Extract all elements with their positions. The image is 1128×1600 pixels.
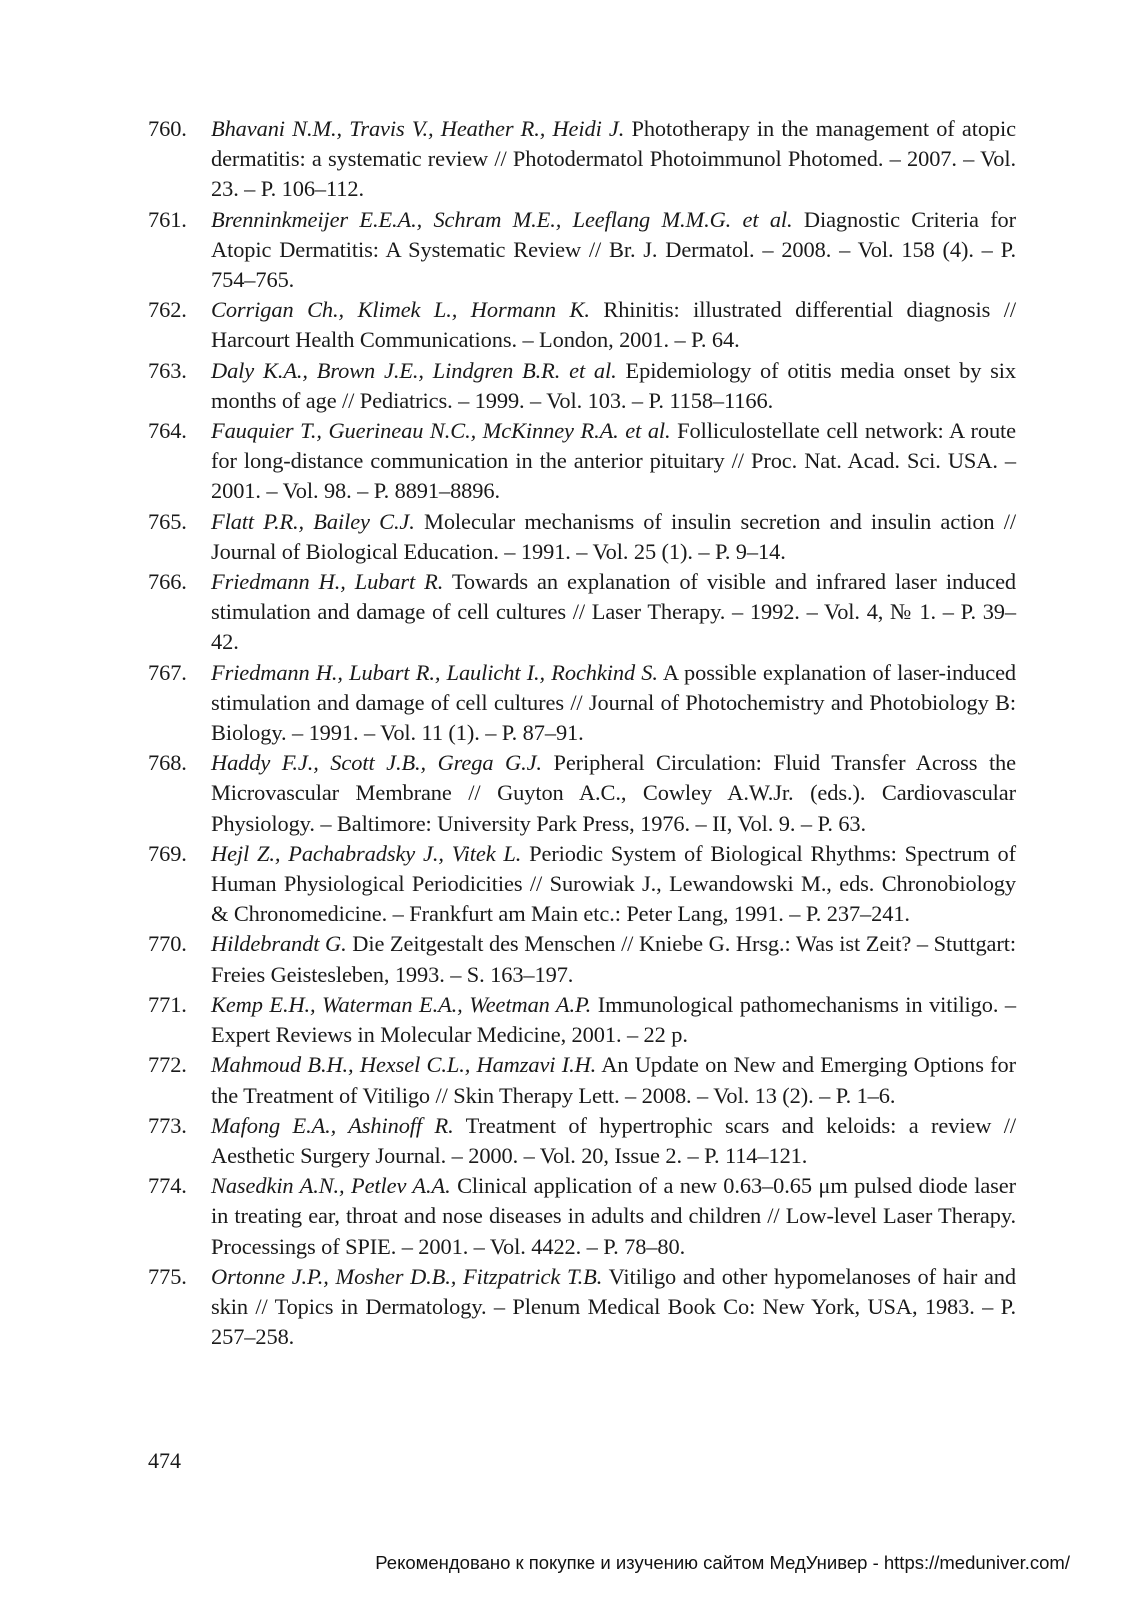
reference-text: Periodic System of Biological Rhythms: Spectrum of Human Physiological Periodicities // Surowiak J., Lewandowski M., eds. Chronobiology & Chronomedicine. – Frankfurt am Main etc.: Peter Lang, 1991. – P. 237–241. — [211, 840, 1016, 927]
reference-number: 769. — [148, 840, 187, 866]
reference-text: Rhinitis: illustrated differential diagnosis // Harcourt Health Communications. – London, 2001. – P. 64. — [211, 297, 1016, 353]
reference-authors: Mahmoud B.H., Hexsel C.L., Hamzavi I.H. — [211, 1052, 597, 1078]
reference-item — [148, 990, 1016, 1050]
reference-text: Treatment of hypertrophic scars and keloids: a review // Aesthetic Surgery Journal. – 2000. – Vol. 20, Issue 2. – P. 114–121. — [211, 1112, 1016, 1168]
reference-text: Vitiligo and other hypomelanoses of hair and skin // Topics in Dermatology. – Plenum Medical Book Co: New York, USA, 1983. – P. 257–258. — [211, 1263, 1016, 1350]
reference-item — [148, 416, 1016, 507]
reference-number: 771. — [148, 991, 187, 1017]
reference-authors: Kemp E.H., Waterman E.A., Weetman A.P. — [211, 991, 592, 1017]
reference-number: 766. — [148, 569, 187, 595]
reference-authors: Bhavani N.M., Travis V., Heather R., Heidi J. — [211, 116, 625, 141]
reference-item — [148, 1111, 1016, 1171]
reference-list — [148, 114, 1016, 1352]
reference-authors: Fauquier T., Guerineau N.C., McKinney R.A. et al. — [211, 418, 671, 444]
reference-item — [148, 295, 1016, 355]
reference-item — [148, 658, 1016, 749]
page-number: 474 — [148, 1448, 181, 1473]
reference-number: 774. — [148, 1173, 187, 1199]
reference-authors: Flatt P.R., Bailey C.J. — [211, 508, 415, 534]
reference-authors: Friedmann H., Lubart R., Laulicht I., Rochkind S. — [211, 659, 658, 685]
reference-number: 767. — [148, 659, 187, 685]
reference-text: An Update on New and Emerging Options for the Treatment of Vitiligo // Skin Therapy Lett. – 2008. – Vol. 13 (2). – P. 1–6. — [211, 1052, 1016, 1108]
reference-number: 775. — [148, 1263, 187, 1289]
reference-text: Towards an explanation of visible and infrared laser induced stimulation and damage of cell cultures // Laser Therapy. – 1992. – Vol. 4, № 1. – P. 39–42. — [211, 569, 1017, 655]
reference-number: 768. — [148, 750, 187, 776]
reference-number: 765. — [148, 508, 187, 534]
reference-authors: Corrigan Ch., Klimek L., Hormann K. — [211, 297, 590, 323]
reference-item — [148, 1171, 1016, 1262]
reference-authors: Nasedkin A.N., Petlev A.A. — [211, 1173, 451, 1199]
reference-number: 760. — [148, 116, 187, 141]
reference-number: 762. — [148, 297, 187, 323]
reference-item — [148, 839, 1016, 930]
reference-text: Clinical application of a new 0.63–0.65 μm pulsed diode laser in treating ear, throat and nose diseases in adults and children // Low-level Laser Therapy. Processings of SPIE. – 2001. – Vol. 4422. – P. 78–80. — [211, 1173, 1016, 1259]
reference-number: 772. — [148, 1052, 187, 1078]
reference-text: Molecular mechanisms of insulin secretion and insulin action // Journal of Biological Education. – 1991. – Vol. 25 (1). – P. 9–14. — [211, 508, 1017, 564]
reference-authors: Mafong E.A., Ashinoff R. — [211, 1112, 454, 1138]
reference-item — [148, 748, 1016, 839]
reference-text: Folliculostellate cell network: A route for long-distance communication in the anterior pituitary // Proc. Nat. Acad. Sci. USA. – 2001. – Vol. 98. – P. 8891–8896. — [211, 418, 1017, 504]
reference-text: Die Zeitgestalt des Menschen // Kniebe G. Hrsg.: Was ist Zeit? – Stuttgart: Freies Geistesleben, 1993. – S. 163–197. — [211, 931, 1016, 987]
reference-authors: Hejl Z., Pachabradsky J., Vitek L. — [211, 840, 522, 866]
reference-text: Phototherapy in the management of atopic dermatitis: a systematic review // Photodermatol Photoimmunol Photomed. – 2007. – Vol. 23. – P. 106–112. — [211, 116, 1016, 202]
reference-item — [148, 114, 1016, 205]
reference-number: 761. — [148, 206, 187, 232]
reference-text: A possible explanation of laser-induced stimulation and damage of cell cultures // Journal of Photochemistry and Photobiology B: Biology. – 1991. – Vol. 11 (1). – P. 87–91. — [211, 659, 1016, 746]
reference-item — [148, 205, 1016, 296]
reference-item — [148, 356, 1016, 416]
reference-authors: Daly K.A., Brown J.E., Lindgren B.R. et al. — [211, 357, 617, 383]
reference-item — [148, 1050, 1016, 1110]
reference-item — [148, 929, 1016, 989]
reference-item — [148, 507, 1016, 567]
reference-text: Diagnostic Criteria for Atopic Dermatitis: A Systematic Review // Br. J. Dermatol. – 2008. – Vol. 158 (4). – P. 754–765. — [211, 206, 1016, 293]
reference-number: 764. — [148, 418, 187, 444]
reference-text: Immunological pathomechanisms in vitiligo. – Expert Reviews in Molecular Medicine, 2001. – 22 p. — [211, 991, 1017, 1048]
reference-number: 770. — [148, 931, 187, 957]
reference-item — [148, 1262, 1016, 1353]
reference-number: 763. — [148, 357, 187, 383]
reference-text: Peripheral Circulation: Fluid Transfer Across the Microvascular Membrane // Guyton A.C., Cowley A.W.Jr. (eds.). Cardiovascular Physiology. – Baltimore: University Park Press, 1976. – II, Vol. 9. – P. 63. — [211, 750, 1016, 836]
reference-item — [148, 567, 1016, 658]
reference-authors: Friedmann H., Lubart R. — [211, 569, 444, 595]
reference-authors: Brenninkmeijer E.E.A., Schram M.E., Leeflang M.M.G. et al. — [211, 206, 793, 232]
reference-authors: Hildebrandt G. — [211, 931, 347, 957]
reference-text: Epidemiology of otitis media onset by six months of age // Pediatrics. – 1999. – Vol. 103. – P. 1158–1166. — [211, 357, 1016, 413]
reference-authors: Haddy F.J., Scott J.B., Grega G.J. — [211, 750, 542, 776]
reference-authors: Ortonne J.P., Mosher D.B., Fitzpatrick T.B. — [211, 1263, 603, 1289]
footer-watermark-text: Рекомендовано к покупке и изучению сайтом МедУнивер - https://meduniver.com/ — [375, 1552, 1070, 1573]
reference-number: 773. — [148, 1112, 187, 1138]
